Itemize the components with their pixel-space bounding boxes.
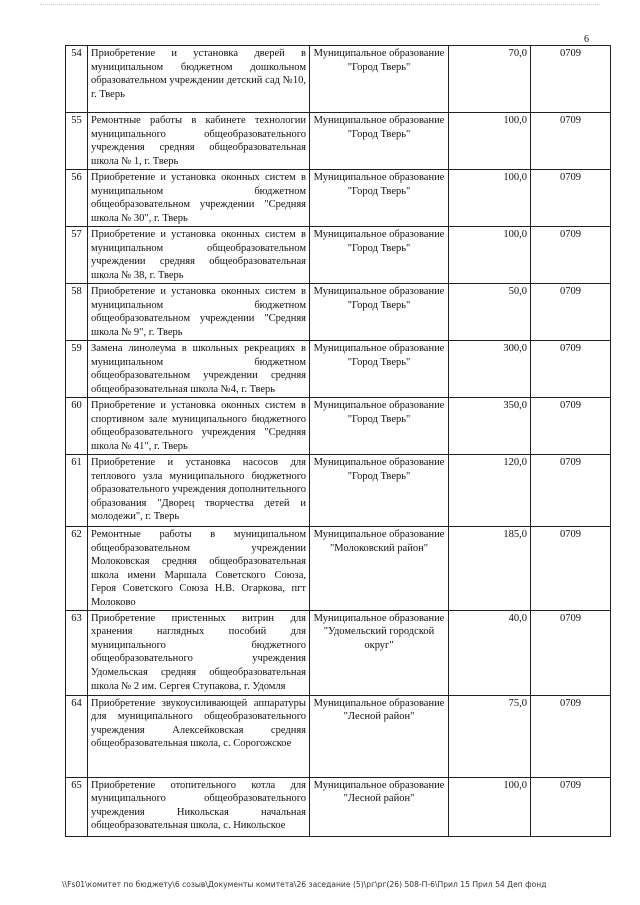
table-row: [66, 227, 611, 284]
row-description: Ремонтные работы в муниципальном общеобразовательном учреждении Молоковская средняя общеобразовательная школа имени Маршала Советского Союза, Героя Советского Союза Н.В. Огаркова, пгт Молоково: [88, 527, 310, 611]
row-recipient: Муниципальное образование "Город Тверь": [310, 170, 449, 227]
table-row: [66, 527, 611, 611]
row-budget-code: 0709: [531, 610, 611, 695]
row-number: 65: [66, 777, 88, 836]
row-budget-code: 0709: [531, 227, 611, 284]
row-description: Приобретение и установка насосов для теплового узла муниципального бюджетного образовательного учреждения дополнительного образования "Дворец творчества детей и молодежи", г. Тверь: [88, 455, 310, 527]
row-amount: 100,0: [449, 113, 531, 170]
row-description: Ремонтные работы в кабинете технологии муниципального общеобразовательного учреждения средняя общеобразовательная школа № 1, г. Тверь: [88, 113, 310, 170]
row-description: Замена линолеума в школьных рекреациях в муниципальном бюджетном общеобразовательном учреждении средняя общеобразовательная школа №4, г. Тверь: [88, 341, 310, 398]
row-description: Приобретение и установка дверей в муниципальном бюджетном дошкольном образовательном учреждении детский сад №10, г. Тверь: [88, 46, 310, 113]
row-amount: 185,0: [449, 527, 531, 611]
row-budget-code: 0709: [531, 398, 611, 455]
table-row: [66, 113, 611, 170]
row-budget-code: 0709: [531, 527, 611, 611]
row-budget-code: 0709: [531, 695, 611, 777]
row-description: Приобретение и установка оконных систем в муниципальном бюджетном общеобразовательном учреждении "Средняя школа № 30", г. Тверь: [88, 170, 310, 227]
row-description: Приобретение звукоусиливающей аппаратуры для муниципального общеобразовательного учреждения Алексейковская средняя общеобразовательная школа, с. Сорогожское: [88, 695, 310, 777]
row-description: Приобретение и установка оконных систем в муниципальном общеобразовательном учреждении средняя общеобразовательная школа № 38, г. Тверь: [88, 227, 310, 284]
row-recipient: Муниципальное образование "Город Тверь": [310, 398, 449, 455]
table-row: [66, 284, 611, 341]
row-number: 63: [66, 610, 88, 695]
row-recipient: Муниципальное образование "Молоковский район": [310, 527, 449, 611]
row-amount: 50,0: [449, 284, 531, 341]
row-budget-code: 0709: [531, 777, 611, 836]
table-body: [66, 46, 611, 837]
table-row: [66, 695, 611, 777]
row-amount: 350,0: [449, 398, 531, 455]
table-row: [66, 777, 611, 836]
row-amount: 100,0: [449, 227, 531, 284]
row-number: 54: [66, 46, 88, 113]
table-row: [66, 341, 611, 398]
allocation-table: [65, 45, 611, 837]
row-amount: 70,0: [449, 46, 531, 113]
row-number: 56: [66, 170, 88, 227]
row-recipient: Муниципальное образование "Город Тверь": [310, 113, 449, 170]
row-recipient: Муниципальное образование "Город Тверь": [310, 227, 449, 284]
row-amount: 120,0: [449, 455, 531, 527]
row-budget-code: 0709: [531, 113, 611, 170]
row-recipient: Муниципальное образование "Лесной район": [310, 777, 449, 836]
row-description: Приобретение пристенных витрин для хранения наглядных пособий для муниципального бюджетного общеобразовательного учреждения Удомельская средняя общеобразовательная школа № 2 им. Сергея Ступакова, г. Удомля: [88, 610, 310, 695]
row-budget-code: 0709: [531, 284, 611, 341]
row-number: 61: [66, 455, 88, 527]
row-number: 59: [66, 341, 88, 398]
table-row: [66, 170, 611, 227]
row-amount: 75,0: [449, 695, 531, 777]
table-row: [66, 398, 611, 455]
row-number: 64: [66, 695, 88, 777]
row-number: 57: [66, 227, 88, 284]
row-amount: 300,0: [449, 341, 531, 398]
row-number: 58: [66, 284, 88, 341]
file-path-footer: \\Fs01\комитет по бюджету\6 созыв\Документы комитета\26 заседание (5)\рг\рг(26) 508-П-6\Прил 15 Прил 54 Деп фонд: [62, 880, 547, 889]
row-budget-code: 0709: [531, 46, 611, 113]
row-recipient: Муниципальное образование "Лесной район": [310, 695, 449, 777]
row-recipient: Муниципальное образование "Город Тверь": [310, 455, 449, 527]
row-amount: 100,0: [449, 170, 531, 227]
table-row: [66, 455, 611, 527]
row-number: 55: [66, 113, 88, 170]
row-recipient: Муниципальное образование "Город Тверь": [310, 284, 449, 341]
row-description: Приобретение и установка оконных систем в муниципальном бюджетном общеобразовательном учреждении "Средняя школа № 9", г. Тверь: [88, 284, 310, 341]
row-description: Приобретение и установка оконных систем в спортивном зале муниципального бюджетного общеобразовательного учреждения "Средняя школа № 41", г. Тверь: [88, 398, 310, 455]
row-amount: 40,0: [449, 610, 531, 695]
scan-edge-line: [40, 4, 600, 7]
row-budget-code: 0709: [531, 170, 611, 227]
row-recipient: Муниципальное образование "Удомельский городской округ": [310, 610, 449, 695]
row-recipient: Муниципальное образование "Город Тверь": [310, 46, 449, 113]
row-budget-code: 0709: [531, 455, 611, 527]
row-budget-code: 0709: [531, 341, 611, 398]
row-amount: 100,0: [449, 777, 531, 836]
row-description: Приобретение отопительного котла для муниципального общеобразовательного учреждения Никольская начальная общеобразовательная школа, с. Никольское: [88, 777, 310, 836]
row-recipient: Муниципальное образование "Город Тверь": [310, 341, 449, 398]
table-row: [66, 610, 611, 695]
page-number: 6: [584, 34, 589, 45]
row-number: 60: [66, 398, 88, 455]
row-number: 62: [66, 527, 88, 611]
table-row: [66, 46, 611, 113]
